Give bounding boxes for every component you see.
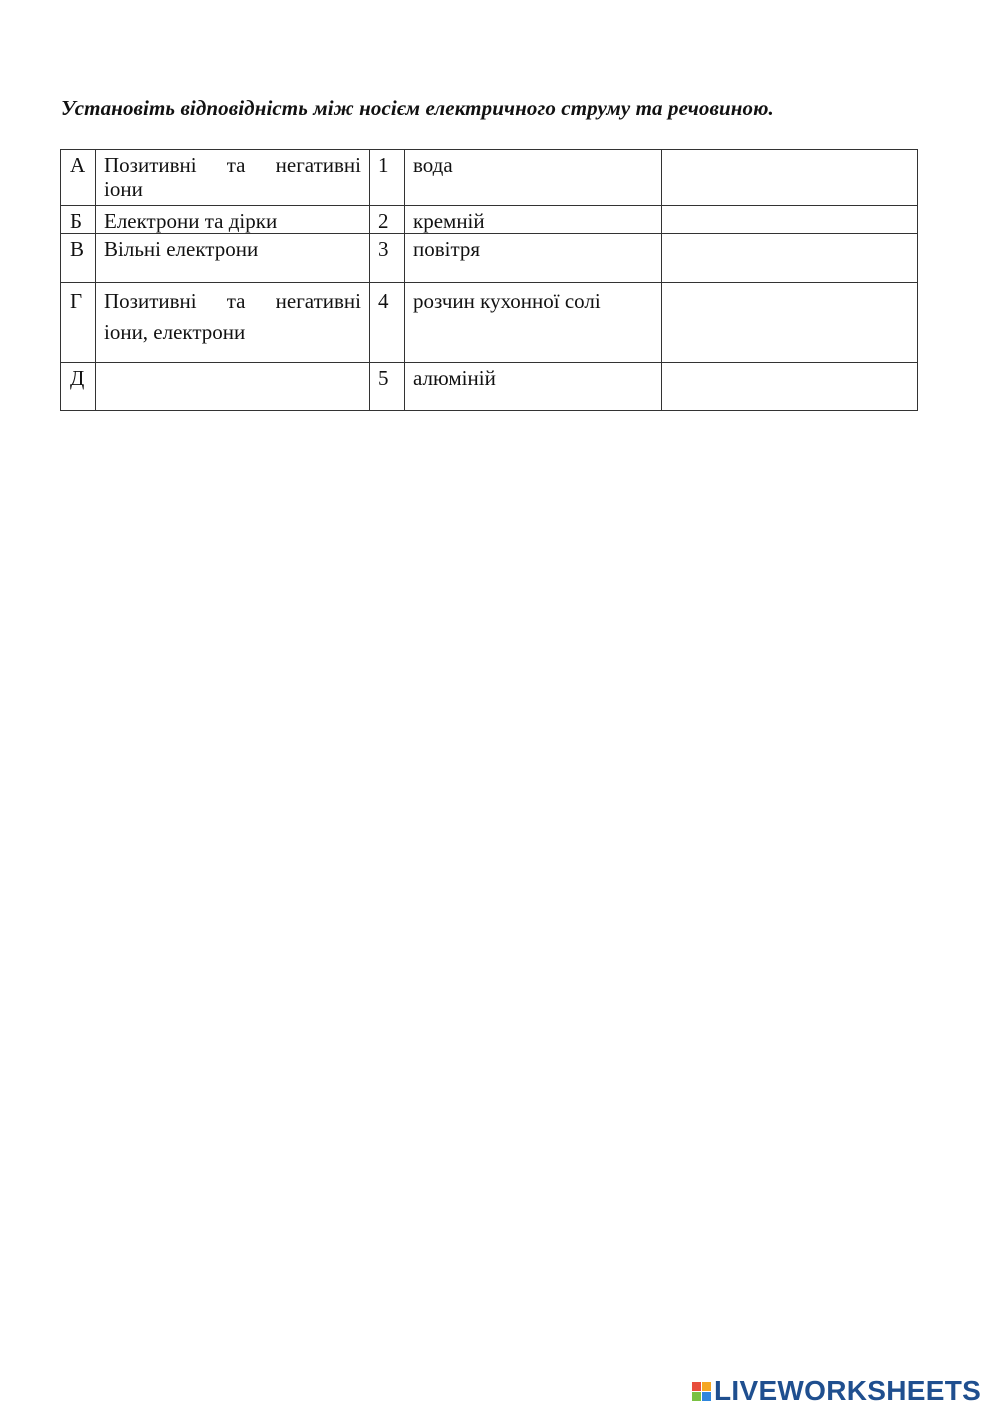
substance-cell: вода: [405, 150, 662, 206]
logo-square: [692, 1392, 701, 1401]
carrier-text: Позитивні та негативні: [104, 289, 361, 313]
answer-box[interactable]: [670, 209, 909, 233]
row-number: 2: [370, 206, 405, 234]
logo-square: [702, 1392, 711, 1401]
table-row: [61, 234, 918, 283]
carrier-text: Електрони та дірки: [104, 209, 278, 233]
row-number: 4: [370, 283, 405, 363]
row-letter: А: [61, 150, 96, 206]
carrier-cell: [96, 206, 370, 234]
substance-cell: розчин кухонної солі: [405, 283, 662, 363]
task-instruction: Установіть відповідність між носієм електричного струму та речовиною.: [61, 96, 774, 120]
logo-text: LIVEWORKSHEETS: [714, 1375, 982, 1406]
substance-cell: алюміній: [405, 363, 662, 411]
row-letter: В: [61, 234, 96, 283]
carrier-text: Позитивні та негативні: [104, 153, 361, 177]
answer-field[interactable]: [662, 283, 918, 363]
liveworksheets-logo-icon: [692, 1382, 711, 1401]
row-number: 3: [370, 234, 405, 283]
carrier-text: іони, електрони: [104, 320, 246, 344]
row-number: 1: [370, 150, 405, 206]
carrier-cell: [96, 234, 370, 283]
table-row: [61, 206, 918, 234]
liveworksheets-logo: [692, 1376, 981, 1406]
table-row: [61, 150, 918, 206]
row-letter: Д: [61, 363, 96, 411]
answer-box[interactable]: [670, 286, 909, 362]
carrier-cell: [96, 150, 370, 206]
row-number: 5: [370, 363, 405, 411]
answer-field[interactable]: [662, 150, 918, 206]
answer-field[interactable]: [662, 206, 918, 234]
answer-box[interactable]: [670, 366, 909, 410]
table-row: [61, 363, 918, 411]
substance-cell: повітря: [405, 234, 662, 283]
carrier-text: іони: [104, 177, 143, 201]
logo-square: [692, 1382, 701, 1391]
answer-field[interactable]: [662, 234, 918, 283]
carrier-cell: [96, 283, 370, 363]
row-letter: Г: [61, 283, 96, 363]
substance-cell: кремній: [405, 206, 662, 234]
table-row: [61, 283, 918, 363]
row-letter: Б: [61, 206, 96, 234]
carrier-cell: [96, 363, 370, 411]
matching-table: [60, 149, 918, 411]
answer-box[interactable]: [670, 237, 909, 282]
carrier-text: Вільні електрони: [104, 237, 259, 261]
answer-field[interactable]: [662, 363, 918, 411]
answer-box[interactable]: [670, 153, 909, 205]
logo-square: [702, 1382, 711, 1391]
